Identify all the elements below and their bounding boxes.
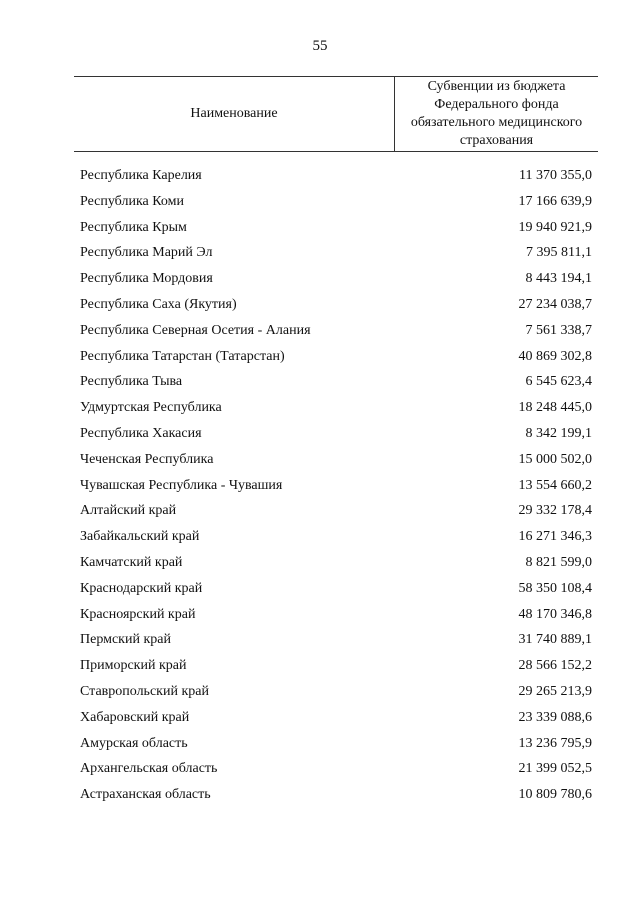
subvention-value: 8 443 194,1 [525, 271, 592, 287]
table-row [80, 347, 592, 373]
table-row [80, 527, 592, 553]
table-row [80, 656, 592, 682]
subvention-value: 40 869 302,8 [518, 348, 592, 364]
region-name: Пермский край [80, 632, 171, 648]
table-row [80, 243, 592, 269]
column-header-name: Наименование [74, 77, 395, 151]
region-name: Республика Тыва [80, 374, 183, 390]
region-name: Чеченская Республика [80, 451, 214, 467]
subvention-value: 29 332 178,4 [518, 503, 592, 519]
region-name: Забайкальский край [80, 529, 200, 545]
table-row [80, 450, 592, 476]
region-name: Астраханская область [80, 787, 211, 803]
subvention-value: 11 370 355,0 [519, 168, 592, 183]
subvention-value: 16 271 346,3 [518, 529, 592, 545]
table-row [80, 398, 592, 424]
table-row [80, 321, 592, 347]
subvention-value: 17 166 639,9 [518, 193, 592, 209]
subvention-value: 18 248 445,0 [518, 400, 592, 416]
table-row [80, 295, 592, 321]
region-name: Краснодарский край [80, 580, 203, 596]
region-name: Чувашская Республика - Чувашия [80, 477, 283, 493]
subvention-value: 28 566 152,2 [518, 658, 592, 674]
table-header [74, 76, 598, 152]
table-row [80, 476, 592, 502]
table-row [80, 424, 592, 450]
column-header-line: обязательного медицинского [410, 115, 583, 130]
subvention-value: 23 339 088,6 [518, 709, 592, 725]
table-row [80, 166, 592, 192]
region-name: Республика Мордовия [80, 271, 213, 287]
column-header-line: Субвенции из бюджета [427, 79, 566, 94]
region-name: Республика Коми [80, 193, 184, 209]
region-name: Республика Татарстан (Татарстан) [80, 348, 285, 364]
subvention-value: 8 342 199,1 [525, 425, 592, 441]
region-name: Республика Крым [80, 219, 187, 235]
table-row [80, 630, 592, 656]
region-name: Республика Хакасия [80, 425, 202, 441]
subvention-value: 10 809 780,6 [518, 787, 592, 803]
subvention-value: 6 545 623,4 [525, 374, 592, 390]
subvention-value: 13 236 795,9 [518, 735, 592, 751]
table-row [80, 682, 592, 708]
subvention-value: 21 399 052,5 [518, 761, 592, 777]
region-name: Республика Саха (Якутия) [80, 296, 237, 312]
table-row [80, 501, 592, 527]
table-row [80, 192, 592, 218]
subvention-value: 19 940 921,9 [518, 219, 592, 235]
table-row [80, 708, 592, 734]
subvention-value: 8 821 599,0 [525, 554, 592, 570]
region-name: Республика Карелия [80, 168, 202, 183]
region-name: Хабаровский край [80, 709, 190, 725]
column-header-line: страхования [459, 133, 534, 148]
region-name: Амурская область [80, 735, 188, 751]
subvention-value: 58 350 108,4 [518, 580, 592, 596]
table-row [80, 372, 592, 398]
region-name: Республика Марий Эл [80, 245, 213, 261]
subvention-value: 15 000 502,0 [518, 451, 592, 467]
table-row [80, 734, 592, 760]
subvention-value: 29 265 213,9 [518, 683, 592, 699]
region-name: Архангельская область [80, 761, 218, 777]
table-row [80, 759, 592, 785]
table-body [80, 166, 592, 811]
region-name: Республика Северная Осетия - Алания [80, 322, 311, 338]
region-name: Красноярский край [80, 606, 196, 622]
column-header-subventions [395, 77, 598, 151]
table-row [80, 785, 592, 811]
table-row [80, 553, 592, 579]
subvention-value: 31 740 889,1 [518, 632, 592, 648]
region-name: Алтайский край [80, 503, 177, 519]
page-number: 55 [312, 38, 328, 54]
subvention-value: 48 170 346,8 [518, 606, 592, 622]
region-name: Камчатский край [80, 554, 183, 570]
subvention-value: 13 554 660,2 [518, 477, 592, 493]
subvention-value: 7 395 811,1 [526, 245, 592, 261]
region-name: Приморский край [80, 658, 187, 674]
table-row [80, 269, 592, 295]
region-name: Ставропольский край [80, 683, 209, 699]
region-name: Удмуртская Республика [80, 400, 222, 416]
table-row [80, 579, 592, 605]
table-row [80, 605, 592, 631]
subvention-value: 7 561 338,7 [525, 322, 592, 338]
column-header-line: Федерального фонда [434, 97, 559, 112]
table-row [80, 218, 592, 244]
subvention-value: 27 234 038,7 [518, 296, 592, 312]
